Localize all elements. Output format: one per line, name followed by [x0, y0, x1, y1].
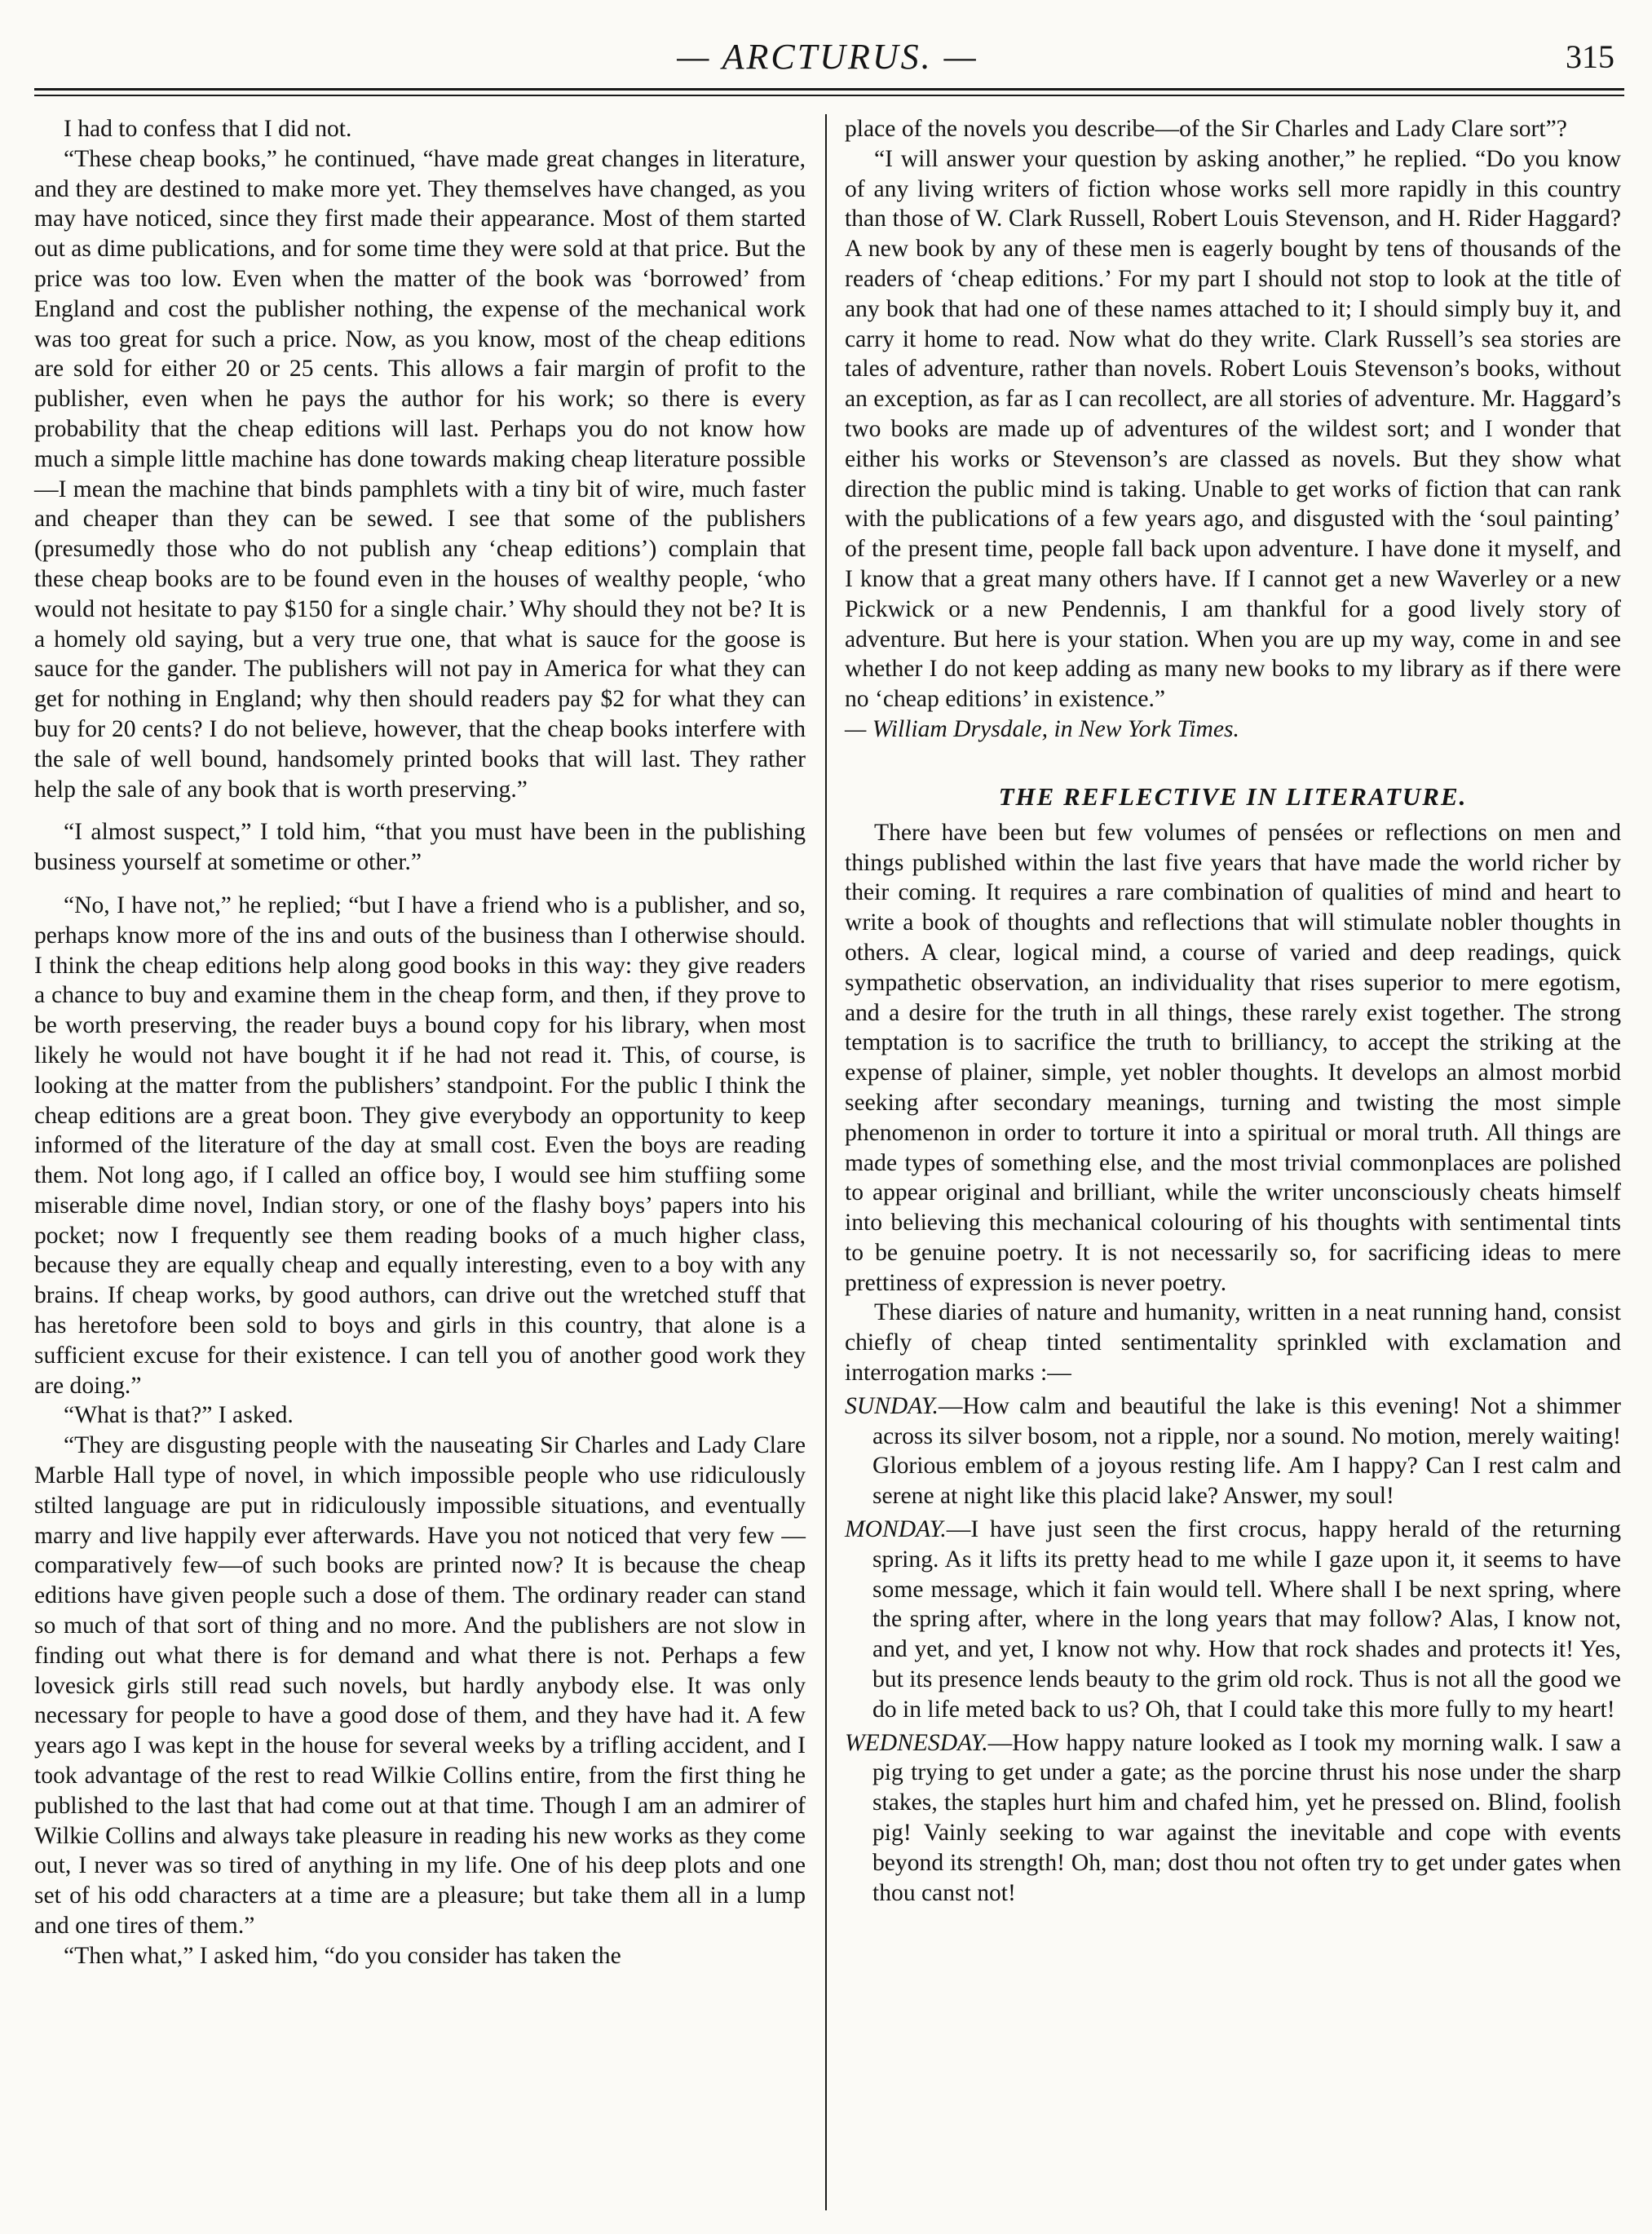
magazine-title: — ARCTURUS. —: [677, 37, 978, 77]
diary-text: —How happy nature looked as I took my morning walk. I saw a pig trying to get under a gate; as the porcine thrust his nose under the sharp stakes, the staples hurt him and chafed him, yet he pressed on. Blind, foolish pig! Vainly seeking to war against the inevitable and cope with events beyond its strength! Oh, man; dost thou not often try to get under gates when thou canst not!: [872, 1729, 1621, 1906]
paragraph: “What is that?” I asked.: [64, 1402, 294, 1429]
page-number: 315: [1566, 38, 1614, 75]
diary-entry: [845, 1515, 1621, 1725]
section-heading: THE REFLECTIVE IN LITERATURE.: [998, 781, 1468, 811]
diary-text: —I have just seen the first crocus, happy herald of the returning spring. As it lifts its pretty head to me while I gaze upon it, it seems to have some message, which it fain would tell. Where shall I be next spring, where the spring after, where in the long years that may follow? Alas, I know not, and yet, and yet, I know not why. How that rock shades and protects it! Yes, but its presence lends beauty to the grim old rock. Thus is not all the good we do in life meted back to us? Oh, that I could take this more fully to my heart!: [872, 1516, 1621, 1723]
diary-day: MONDAY.: [845, 1516, 947, 1543]
paragraph: “I almost suspect,” I told him, “that you must have been in the publishing business yourself at sometime or other.”: [34, 819, 806, 876]
header-rule-top: [34, 88, 1624, 91]
paragraph: I had to confess that I did not.: [64, 116, 352, 142]
column-divider: [825, 114, 827, 2210]
paragraph: “They are disgusting people with the nauseating Sir Charles and Lady Clare Marble Hall type of novel, in which impossible people who use ridiculously stilted language are put in ridiculously impossible situations, and eventually marry and live happily ever afterwards. Have you not noticed that very few —comparatively few—of such books are printed now? It is because the cheap editions have given people such a dose of them. The ordinary reader can stand so much of that sort of thing and no more. And the publishers are not slow in finding out what there is for demand and what there is not. Perhaps a few lovesick girls still read such novels, but hardly anybody else. It was only necessary for people to have a good dose of them, and they have had it. A few years ago I was kept in the house for several weeks by a trifling accident, and I took advantage of the rest to read Wilkie Collins entire, from the first thing he published to the last that had come out at that time. Though I am an admirer of Wilkie Collins and always take pleasure in reading his new works as they come out, I never was so tired of anything in my life. One of his deep plots and one set of his odd characters at a time are a pleasure; but take them all in a lump and one tires of them.”: [34, 1432, 806, 1940]
paragraph: There have been but few volumes of pensées or reflections on men and things published within the last five years that have made the world richer by their coming. It requires a rare combination of qualities of mind and heart to write a book of thoughts and reflections that will stimulate nobler thoughts in others. A clear, logical mind, a course of varied and deep readings, quick sympathetic observation, an individuality that rises superior to mere egotism, and a desire for the truth in all things, these rarely exist together. The strong temptation is to sacrifice the truth to brilliancy, to accept the striking at the expense of plainer, simple, yet nobler thoughts. It develops an almost morbid seeking after secondary meanings, turning and twisting the most simple phenomenon in order to torture it into a spiritual or moral truth. All things are made types of something else, and the most trivial commonplaces are polished to appear original and brilliant, while the writer unconsciously cheats himself into believing this mechanical colouring of his thoughts with sentimental tints to be genuine poetry. It is not necessarily so, for sacrificing ideas to mere prettiness of expression is never poetry.: [845, 819, 1621, 1296]
paragraph: These diaries of nature and humanity, written in a neat running hand, consist chiefly of cheap tinted sentimentality sprinkled with exclamation and interrogation marks :—: [845, 1299, 1621, 1387]
diary-text: —How calm and beautiful the lake is this evening! Not a shimmer across its silver bosom, not a ripple, nor a sound. No motion, merely waiting! Glorious emblem of a joyous resting life. Am I happy? Can I rest calm and serene at night like this placid lake? Answer, my soul!: [872, 1392, 1621, 1510]
diary-entry: [845, 1391, 1621, 1511]
running-header: [33, 33, 1623, 82]
diary-day: SUNDAY.: [845, 1392, 939, 1419]
header-rule-bottom: [34, 95, 1624, 96]
paragraph: “I will answer your question by asking another,” he replied. “Do you know of any living writers of fiction whose works sell more rapidly in this country than those of W. Clark Russell, Robert Louis Stevenson, and H. Rider Haggard? A new book by any of these men is eagerly bought by tens of thousands of the readers of ‘cheap editions.’ For my part I should not stop to look at the title of any book that had one of these names attached to it; I should simply buy it, and carry it home to read. Now what do they write. Clark Russell’s sea stories are tales of adventure, rather than novels. Robert Louis Stevenson’s books, without an exception, as far as I can recollect, are all stories of adventure. Mr. Haggard’s two books are made up of adventures of the wildest sort; and I wonder that either his works or Stevenson’s are classed as novels. But they show what direction the public mind is taking. Unable to get works of fiction that can rank with the publications of a few years ago, and disgusted with the ‘soul painting’ of the present time, people fall back upon adventure. I have done it myself, and I know that a great many others have. If I cannot get a new Waverley or a new Pickwick or a new Pendennis, I am thankful for a good lively story of adventure. But here is your station. When you are up my way, come in and see whether I do not keep adding as many new books to my library as if there were no ‘cheap editions’ in existence.”: [845, 145, 1621, 713]
right-column: [845, 114, 1621, 1908]
paragraph: place of the novels you describe—of the Sir Charles and Lady Clare sort”?: [845, 116, 1567, 142]
paragraph: “These cheap books,” he continued, “have made great changes in literature, and they are destined to make more yet. They themselves have changed, as you may have noticed, since they first made their appearance. Most of them started out as dime publications, and for some time they were sold at that price. But the price was too low. Even when the matter of the book was ‘borrowed’ from England and cost the publisher nothing, the expense of the mechanical work was too great for such a price. Now, as you know, most of the cheap editions are sold for either 20 or 25 cents. This allows a fair margin of profit to the publisher, even when he pays the author for his work; so there is every probability that the cheap editions will last. Perhaps you do not know how much a simple little machine has done towards making cheap literature possible—I mean the machine that binds pamphlets with a tiny bit of wire, much faster and cheaper than they can be sewed. I see that some of the publishers (presumedly those who do not publish any ‘cheap editions’) complain that these cheap books are to be found even in the houses of wealthy people, ‘who would not hesitate to pay $150 for a single chair.’ Why should they not be? It is a homely old saying, but a very true one, that what is sauce for the goose is sauce for the gander. The publishers will not pay in America for what they can get for nothing in England; why then should readers pay $2 for what they can buy for 20 cents? I do not believe, however, that the cheap books interfere with the sale of well bound, handsomely printed books that will last. They rather help the sale of any book that is worth preserving.”: [34, 145, 806, 803]
paragraph: “No, I have not,” he replied; “but I have a friend who is a publisher, and so, perhaps know more of the ins and outs of the business than I otherwise should. I think the cheap editions help along good books in this way: they give readers a chance to buy and examine them in the cheap form, and then, if they prove to be worth preserving, the reader buys a bound copy for his library, when most likely he would not have bought it if he had not read it. This, of course, is looking at the matter from the publishers’ standpoint. For the public I think the cheap editions are a great boon. They give everybody an opportunity to keep informed of the literature of the day at small cost. Even the boys are reading them. Not long ago, if I called an office boy, I would see him stuffiing some miserable dime novel, Indian story, or one of the flashy boys’ papers into his pocket; now I frequently see them reading books of a much higher class, because they are equally cheap and equally interesting, even to a boy with any brains. If cheap works, by good authors, can drive out the wretched stuff that has heretofore been sold to boys and girls in this country, that alone is a sufficient excuse for their existence. I can tell you of another good work they are doing.”: [34, 891, 806, 1399]
left-column: [34, 114, 806, 1971]
paragraph: “Then what,” I asked him, “do you consider has taken the: [64, 1942, 621, 1969]
article-attribution: — William Drysdale, in New York Times.: [845, 715, 1239, 742]
diary-entry: [845, 1728, 1621, 1909]
diary-day: WEDNESDAY.: [845, 1729, 988, 1756]
